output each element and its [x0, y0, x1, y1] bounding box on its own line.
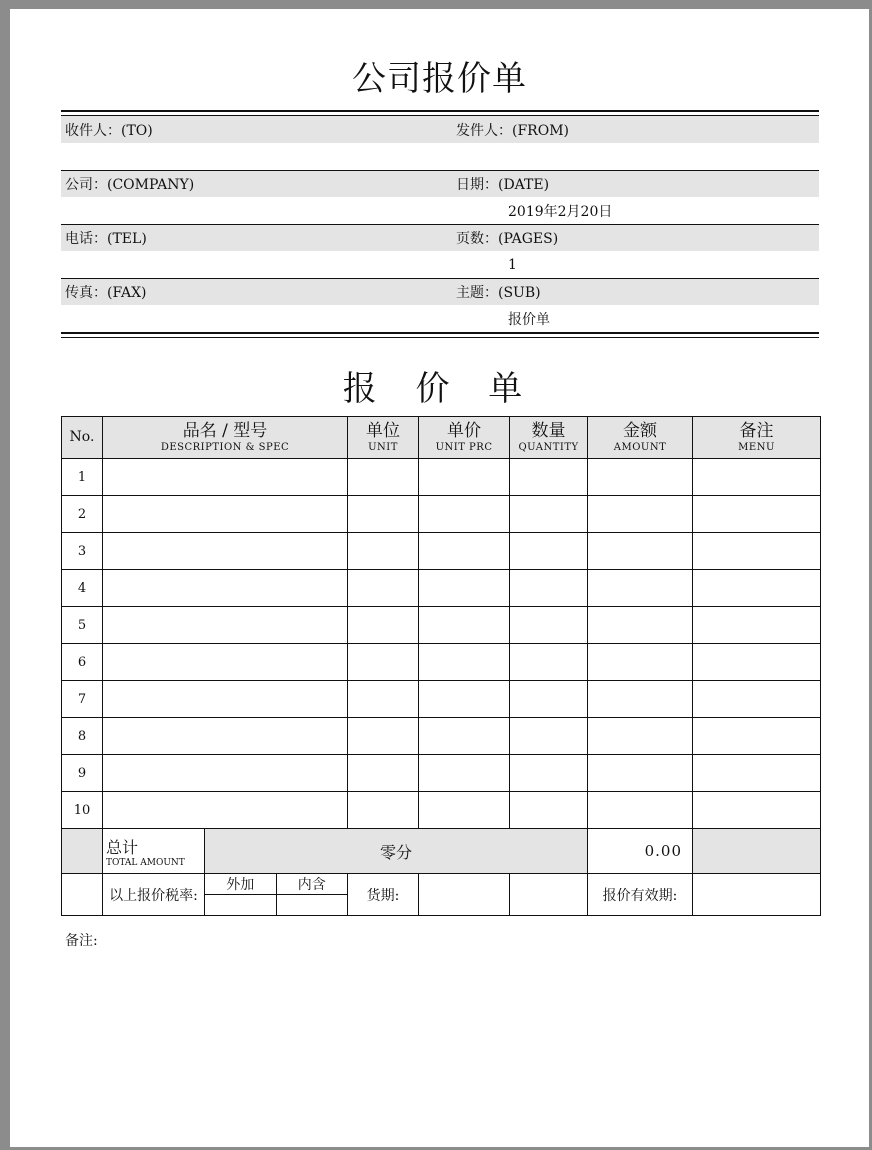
quantity-cell[interactable] — [510, 755, 588, 792]
note-cell[interactable] — [693, 459, 821, 496]
unit-price-cell[interactable] — [419, 718, 510, 755]
row-number: 2 — [62, 496, 103, 533]
unit-cell[interactable] — [348, 570, 419, 607]
table-row — [62, 570, 821, 607]
unit-cell[interactable] — [348, 459, 419, 496]
unit-cell[interactable] — [348, 792, 419, 829]
subject-value[interactable]: 报价单 — [508, 311, 550, 328]
quantity-cell[interactable] — [510, 459, 588, 496]
amount-cell[interactable] — [588, 792, 693, 829]
unit-price-cell[interactable] — [419, 644, 510, 681]
unit-cell[interactable] — [348, 718, 419, 755]
row-number: 4 — [62, 570, 103, 607]
row-number: 6 — [62, 644, 103, 681]
header-note: 备注 MENU — [693, 417, 821, 459]
date-value[interactable]: 2019年2月20日 — [508, 203, 613, 220]
description-cell[interactable] — [103, 607, 348, 644]
amount-cell[interactable] — [588, 755, 693, 792]
info-row-company-value — [61, 197, 819, 224]
delivery-value[interactable] — [419, 874, 510, 916]
info-row-tel — [61, 224, 819, 251]
quantity-cell[interactable] — [510, 533, 588, 570]
date-label: 日期：(DATE) — [456, 177, 550, 193]
tax-exclusive-option[interactable]: 外加 — [205, 874, 276, 895]
amount-cell[interactable] — [588, 681, 693, 718]
table-row — [62, 792, 821, 829]
total-in-words: 零分 — [205, 829, 588, 874]
note-cell[interactable] — [693, 533, 821, 570]
amount-cell[interactable] — [588, 459, 693, 496]
row-number: 10 — [62, 792, 103, 829]
description-cell[interactable] — [103, 755, 348, 792]
tel-label: 电话：(TEL) — [65, 231, 147, 247]
description-cell[interactable] — [103, 459, 348, 496]
info-row-to-value — [61, 143, 819, 170]
header-amount: 金额 AMOUNT — [588, 417, 693, 459]
table-title: 报 价 单 — [342, 369, 537, 409]
fax-label: 传真：(FAX) — [65, 285, 147, 301]
unit-price-cell[interactable] — [419, 459, 510, 496]
quote-table — [61, 416, 821, 916]
info-row-to — [61, 116, 819, 143]
description-cell[interactable] — [103, 792, 348, 829]
total-amount: 0.00 — [588, 829, 693, 874]
divider — [61, 332, 819, 338]
info-block — [61, 110, 819, 338]
info-row-fax-value — [61, 305, 819, 332]
note-cell[interactable] — [693, 681, 821, 718]
validity-label: 报价有效期: — [588, 874, 693, 916]
tax-inclusive-option[interactable]: 内含 — [277, 874, 348, 895]
quantity-cell[interactable] — [510, 496, 588, 533]
note-cell[interactable] — [693, 570, 821, 607]
info-row-tel-value — [61, 251, 819, 278]
tax-options-cell — [205, 874, 348, 916]
remarks-label: 备注: — [65, 933, 98, 949]
company-label: 公司：(COMPANY) — [65, 177, 195, 193]
quantity-cell[interactable] — [510, 681, 588, 718]
quantity-cell[interactable] — [510, 644, 588, 681]
row-number: 3 — [62, 533, 103, 570]
tax-exclusive-value[interactable] — [205, 895, 276, 915]
unit-cell[interactable] — [348, 533, 419, 570]
note-cell[interactable] — [693, 755, 821, 792]
row-number: 1 — [62, 459, 103, 496]
amount-cell[interactable] — [588, 644, 693, 681]
tax-inclusive-value[interactable] — [277, 895, 348, 915]
amount-cell[interactable] — [588, 533, 693, 570]
unit-cell[interactable] — [348, 496, 419, 533]
description-cell[interactable] — [103, 496, 348, 533]
validity-value[interactable] — [693, 874, 821, 916]
tax-blank-cell — [62, 874, 103, 916]
row-number: 5 — [62, 607, 103, 644]
row-number: 8 — [62, 718, 103, 755]
unit-price-cell[interactable] — [419, 607, 510, 644]
table-row — [62, 496, 821, 533]
unit-price-cell[interactable] — [419, 570, 510, 607]
table-row — [62, 755, 821, 792]
table-row — [62, 644, 821, 681]
unit-price-cell[interactable] — [419, 792, 510, 829]
description-cell[interactable] — [103, 644, 348, 681]
info-row-company — [61, 170, 819, 197]
unit-cell[interactable] — [348, 644, 419, 681]
tax-rate-label: 以上报价税率: — [103, 874, 205, 916]
unit-cell[interactable] — [348, 607, 419, 644]
total-row — [62, 829, 821, 874]
quantity-cell[interactable] — [510, 718, 588, 755]
note-cell[interactable] — [693, 607, 821, 644]
unit-price-cell[interactable] — [419, 496, 510, 533]
delivery-extra-cell[interactable] — [510, 874, 588, 916]
unit-price-cell[interactable] — [419, 681, 510, 718]
total-label-en: TOTAL AMOUNT — [106, 857, 185, 868]
table-row — [62, 607, 821, 644]
subject-label: 主题：(SUB) — [456, 285, 541, 301]
row-number: 7 — [62, 681, 103, 718]
header-description: 品名 / 型号 DESCRIPTION & SPEC — [103, 417, 348, 459]
total-label-cell — [103, 829, 205, 874]
quantity-cell[interactable] — [510, 607, 588, 644]
info-row-fax — [61, 278, 819, 305]
description-cell[interactable] — [103, 570, 348, 607]
amount-cell[interactable] — [588, 496, 693, 533]
from-label: 发件人：(FROM) — [456, 122, 569, 139]
amount-cell[interactable] — [588, 718, 693, 755]
header-no: No. — [62, 417, 103, 459]
note-cell[interactable] — [693, 718, 821, 755]
pages-label: 页数：(PAGES) — [456, 231, 559, 247]
unit-price-cell[interactable] — [419, 533, 510, 570]
description-cell[interactable] — [103, 681, 348, 718]
description-cell[interactable] — [103, 533, 348, 570]
pages-value[interactable]: 1 — [508, 256, 517, 273]
total-label: 总计 — [106, 837, 139, 857]
table-row — [62, 459, 821, 496]
tax-row — [62, 874, 821, 916]
header-unit: 单位 UNIT — [348, 417, 419, 459]
quantity-cell[interactable] — [510, 570, 588, 607]
quantity-cell[interactable] — [510, 792, 588, 829]
note-cell[interactable] — [693, 496, 821, 533]
unit-cell[interactable] — [348, 681, 419, 718]
table-row — [62, 681, 821, 718]
header-quantity: 数量 QUANTITY — [510, 417, 588, 459]
header-unit-price: 单价 UNIT PRC — [419, 417, 510, 459]
row-number: 9 — [62, 755, 103, 792]
amount-cell[interactable] — [588, 607, 693, 644]
to-label: 收件人：(TO) — [65, 122, 153, 139]
note-cell[interactable] — [693, 792, 821, 829]
note-cell[interactable] — [693, 644, 821, 681]
table-header-row — [62, 417, 821, 459]
document-title: 公司报价单 — [352, 59, 527, 99]
amount-cell[interactable] — [588, 570, 693, 607]
unit-price-cell[interactable] — [419, 755, 510, 792]
unit-cell[interactable] — [348, 755, 419, 792]
total-blank-cell — [62, 829, 103, 874]
table-row — [62, 718, 821, 755]
total-note-cell — [693, 829, 821, 874]
delivery-label: 货期: — [348, 874, 419, 916]
description-cell[interactable] — [103, 718, 348, 755]
table-row — [62, 533, 821, 570]
quotation-page — [10, 9, 869, 1147]
